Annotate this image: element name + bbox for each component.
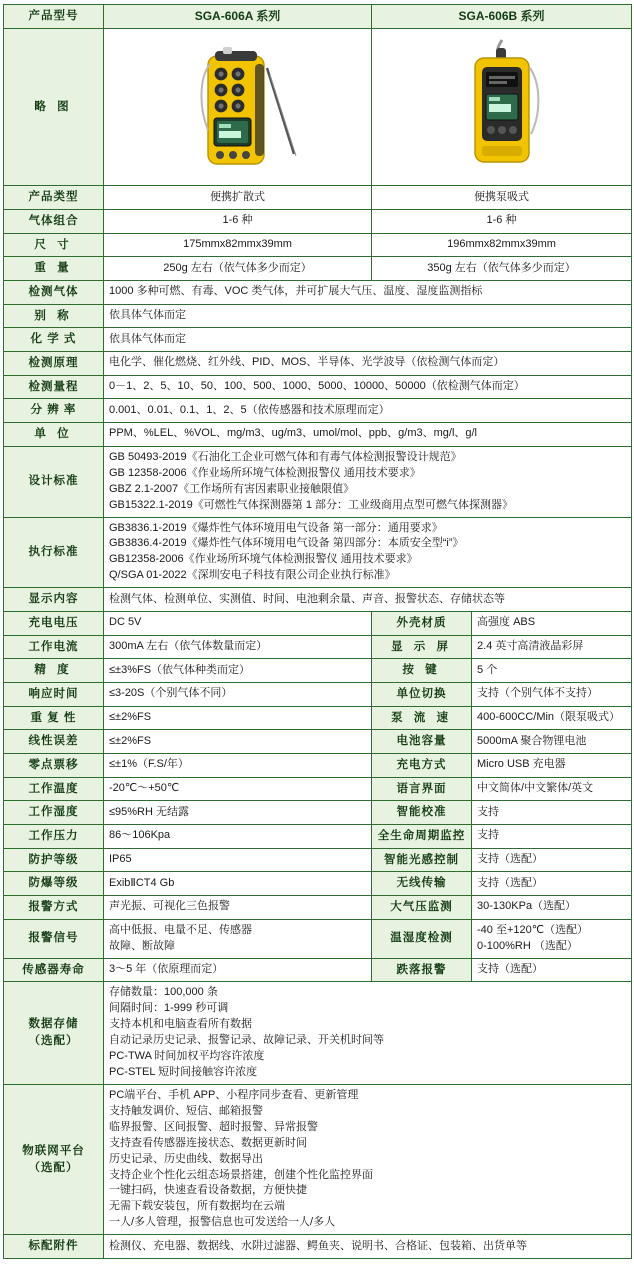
list-item: 一键扫码，快速查看设备数据，方便快捷 (109, 1184, 307, 1197)
table-row (4, 958, 632, 982)
row-label: 智能光感控制 (372, 848, 472, 872)
table-row (4, 257, 632, 281)
table-row (4, 588, 632, 612)
row-value: 30-130KPa（选配） (472, 896, 632, 920)
device-a-image-cell (104, 29, 372, 186)
row-value: ≤±2%FS (104, 730, 372, 754)
list-item: 历史记录、历史曲线、数据导出 (109, 1152, 263, 1165)
list-item: GB3836.1-2019《爆炸性气体环境用电气设备 第一部分：通用要求》 (109, 521, 443, 534)
row-value: 中文简体/中文繁体/英文 (472, 777, 632, 801)
row-label: 尺 寸 (4, 233, 104, 257)
row-value: ≤±1%（F.S/年） (104, 753, 372, 777)
table-row (4, 635, 632, 659)
row-label: 重 复 性 (4, 706, 104, 730)
row-label-accessory: 标配附件 (4, 1235, 104, 1259)
row-label-data-storage (4, 982, 104, 1085)
row-label-display-content: 显示内容 (4, 588, 104, 612)
list-item: GB15322.1-2019《可燃性气体探测器第 1 部分：工业级商用点型可燃气体探测器》 (109, 498, 514, 511)
specification-table (3, 4, 632, 1259)
table-row (4, 446, 632, 517)
row-value-b: 350g 左右（依气体多少而定） (372, 257, 632, 281)
table-row (4, 281, 632, 305)
table-row (4, 659, 632, 683)
table-row (4, 328, 632, 352)
row-value-a: 250g 左右（依气体多少而定） (104, 257, 372, 281)
row-label: 工作温度 (4, 777, 104, 801)
model-b-header: SGA-606B 系列 (372, 5, 632, 29)
list-item: 故障、断故障 (109, 939, 175, 952)
row-value: 1000 多种可燃、有毒、VOC 类气体，并可扩展大气压、温度、湿度监测指标 (104, 281, 632, 305)
row-value: ≤95%RH 无结露 (104, 801, 372, 825)
row-label: 产品类型 (4, 186, 104, 210)
row-value: 3～5 年（依原理而定） (104, 958, 372, 982)
table-row (4, 872, 632, 896)
model-a-header: SGA-606A 系列 (104, 5, 372, 29)
table-row (4, 1084, 632, 1234)
row-value-a: 1-6 种 (104, 210, 372, 234)
list-item: 支持本机和电脑查看所有数据 (109, 1018, 252, 1031)
row-value: 300mA 左右（依气体数量而定） (104, 635, 372, 659)
table-row (4, 375, 632, 399)
table-row (4, 29, 632, 186)
list-item: 自动记录历史记录、报警记录、故障记录、开关机时间等 (109, 1034, 384, 1047)
row-value-a: 175mmx82mmx39mm (104, 233, 372, 257)
row-value: 0.001、0.01、0.1、1、2、5（依传感器和技术原理而定） (104, 399, 632, 423)
table-row (4, 186, 632, 210)
row-value: 支持（选配） (472, 872, 632, 896)
list-item: 0-100%RH （选配） (477, 939, 578, 952)
row-label: 泵 流 速 (372, 706, 472, 730)
row-value: 依具体气体而定 (104, 328, 632, 352)
table-row (4, 801, 632, 825)
row-label: 检测原理 (4, 352, 104, 376)
table-row (4, 352, 632, 376)
row-label-model: 产品型号 (4, 5, 104, 29)
row-value: 0－1、2、5、10、50、100、500、1000、5000、10000、50000（依检测气体而定） (104, 375, 632, 399)
row-label: 显 示 屏 (372, 635, 472, 659)
table-row (4, 399, 632, 423)
list-item: GBZ 2.1-2007《工作场所有害因素职业接触限值》 (109, 482, 355, 495)
row-label: 重 量 (4, 257, 104, 281)
row-value: 检测仪、充电器、数据线、水阱过滤器、鳄鱼夹、说明书、合格证、包装箱、出货单等 (104, 1235, 632, 1259)
row-value-b: 196mmx82mmx39mm (372, 233, 632, 257)
list-item: GB 50493-2019《石油化工企业可燃气体和有毒气体检测报警设计规范》 (109, 450, 462, 463)
table-row (4, 423, 632, 447)
table-row (4, 848, 632, 872)
row-label: 单位切换 (372, 682, 472, 706)
row-value: 电化学、催化燃烧、红外线、PID、MOS、半导体、光学波导（依检测气体而定） (104, 352, 632, 376)
row-label-drop-alarm: 跌落报警 (372, 958, 472, 982)
list-item: 支持触发调价、短信、邮箱报警 (109, 1104, 263, 1117)
row-label: 别 称 (4, 304, 104, 328)
row-label: 全生命周期监控 (372, 825, 472, 849)
label-line: （选配） (28, 1035, 79, 1048)
table-row (4, 919, 632, 958)
row-value: Micro USB 充电器 (472, 753, 632, 777)
row-label: 工作湿度 (4, 801, 104, 825)
label-line: 物联网平台 (22, 1144, 85, 1157)
list-item: Q/SGA 01-2022《深圳安电子科技有限公司企业执行标准》 (109, 569, 396, 582)
row-label: 智能校准 (372, 801, 472, 825)
list-item: 一人/多人管理，报警信息也可发送给一人/多人 (109, 1216, 336, 1229)
list-item: 临界报警、区间报警、超时报警、异常报警 (109, 1120, 318, 1133)
label-line: 数据存储 (28, 1018, 79, 1031)
row-value: 声光振、可视化三色报警 (104, 896, 372, 920)
row-label-iot-platform (4, 1084, 104, 1234)
row-value: ExibⅡCT4 Gb (104, 872, 372, 896)
table-row (4, 304, 632, 328)
row-label: 线性误差 (4, 730, 104, 754)
table-row (4, 210, 632, 234)
row-label: 电池容量 (372, 730, 472, 754)
row-label: 大气压监测 (372, 896, 472, 920)
row-label: 充电方式 (372, 753, 472, 777)
data-storage-list (104, 982, 632, 1085)
table-row (4, 777, 632, 801)
row-label: 按 键 (372, 659, 472, 683)
row-value: DC 5V (104, 611, 372, 635)
row-value: 高强度 ABS (472, 611, 632, 635)
row-label-design-standard: 设计标准 (4, 446, 104, 517)
design-standard-list (104, 446, 632, 517)
row-label-alarm-signal: 报警信号 (4, 919, 104, 958)
row-label: 工作压力 (4, 825, 104, 849)
row-label: 零点票移 (4, 753, 104, 777)
row-label: 检测量程 (4, 375, 104, 399)
row-value-b: 1-6 种 (372, 210, 632, 234)
row-label: 化 学 式 (4, 328, 104, 352)
row-value-a: 便携扩散式 (104, 186, 372, 210)
table-row (4, 1235, 632, 1259)
table-row (4, 517, 632, 588)
table-row (4, 730, 632, 754)
table-row (4, 825, 632, 849)
list-item: 间隔时间：1-999 秒可调 (109, 1002, 229, 1015)
table-row (4, 233, 632, 257)
row-label: 响应时间 (4, 682, 104, 706)
device-b-image-cell (372, 29, 632, 186)
row-label: 报警方式 (4, 896, 104, 920)
row-label: 语言界面 (372, 777, 472, 801)
row-value: 依具体气体而定 (104, 304, 632, 328)
row-label: 精 度 (4, 659, 104, 683)
row-label: 防护等级 (4, 848, 104, 872)
row-value: PPM、%LEL、%VOL、mg/m3、ug/m3、umol/mol、ppb、g/m3、mg/l、g/l (104, 423, 632, 447)
row-label: 检测气体 (4, 281, 104, 305)
exec-standard-list (104, 517, 632, 588)
row-value-b: 便携泵吸式 (372, 186, 632, 210)
portable-diffusion-detector-image (163, 34, 313, 174)
row-label: 防爆等级 (4, 872, 104, 896)
row-label-exec-standard: 执行标准 (4, 517, 104, 588)
row-value: 支持（选配） (472, 848, 632, 872)
row-value: 支持（选配） (472, 958, 632, 982)
table-row (4, 682, 632, 706)
row-value: ≤±2%FS (104, 706, 372, 730)
alarm-signal-value (104, 919, 372, 958)
row-value: 5 个 (472, 659, 632, 683)
table-row (4, 611, 632, 635)
list-item: PC端平台、手机 APP、小程序同步查看、更新管理 (109, 1088, 359, 1101)
table-row (4, 706, 632, 730)
label-line: （选配） (28, 1161, 79, 1174)
list-item: GB3836.4-2019《爆炸性气体环境用电气设备 第四部分：本质安全型“i”》 (109, 537, 464, 550)
temp-humidity-value (472, 919, 632, 958)
row-value: IP65 (104, 848, 372, 872)
list-item: 存储数量：100,000 条 (109, 986, 218, 999)
row-value: ≤±3%FS（依气体种类而定） (104, 659, 372, 683)
row-label: 气体组合 (4, 210, 104, 234)
table-row (4, 896, 632, 920)
list-item: PC-STEL 短时间接触容许浓度 (109, 1065, 258, 1078)
row-value: 5000mA 聚合物锂电池 (472, 730, 632, 754)
row-label: 充电电压 (4, 611, 104, 635)
row-label-diagram: 略 图 (4, 29, 104, 186)
row-value: 支持 (472, 825, 632, 849)
row-value: 2.4 英寸高清液晶彩屏 (472, 635, 632, 659)
iot-platform-list (104, 1084, 632, 1234)
portable-pump-detector-image (427, 34, 577, 174)
list-item: PC-TWA 时间加权平均容许浓度 (109, 1049, 265, 1062)
list-item: GB12358-2006《作业场所环境气体检测报警仪 通用技术要求》 (109, 553, 418, 566)
list-item: 支持企业个性化云组态场景搭建，创建个性化监控界面 (109, 1168, 373, 1181)
row-label-temp-humidity: 温湿度检测 (372, 919, 472, 958)
row-label: 单 位 (4, 423, 104, 447)
row-value: 支持 (472, 801, 632, 825)
list-item: 高中低报、电量不足、传感器 (109, 923, 252, 936)
table-row (4, 982, 632, 1085)
row-value: 检测气体、检测单位、实测值、时间、电池剩余量、声音、报警状态、存储状态等 (104, 588, 632, 612)
row-label: 外壳材质 (372, 611, 472, 635)
row-value: 86～106Kpa (104, 825, 372, 849)
list-item: 支持查看传感器连接状态、数据更新时间 (109, 1136, 307, 1149)
row-value: ≤3-20S（个别气体不同） (104, 682, 372, 706)
row-value: 支持（个别气体不支持） (472, 682, 632, 706)
row-label: 无线传输 (372, 872, 472, 896)
list-item: 无需下载安装包，所有数据均在云端 (109, 1200, 285, 1213)
row-value: -20℃～+50℃ (104, 777, 372, 801)
table-row (4, 5, 632, 29)
table-row (4, 753, 632, 777)
row-label-sensor-life: 传感器寿命 (4, 958, 104, 982)
list-item: -40 至+120℃（选配） (477, 923, 589, 936)
row-value: 400-600CC/Min（限泵吸式） (472, 706, 632, 730)
list-item: GB 12358-2006《作业场所环境气体检测报警仪 通用技术要求》 (109, 466, 421, 479)
row-label: 分 辨 率 (4, 399, 104, 423)
row-label: 工作电流 (4, 635, 104, 659)
